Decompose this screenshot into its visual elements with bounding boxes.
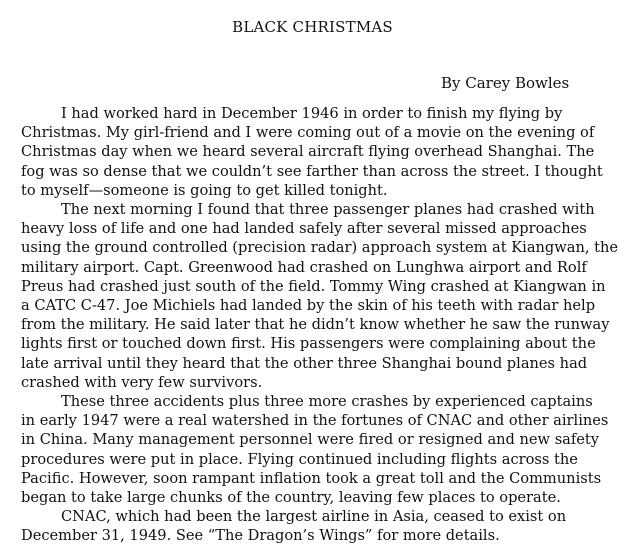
- text-line: in China. Many management personnel were fired or resigned and new safety: [21, 431, 600, 449]
- text-line: CNAC, which had been the largest airline in Asia, ceased to exist on: [61, 508, 567, 526]
- document-body: [21, 104, 623, 546]
- text-line: began to take large chunks of the country, leaving few places to operate.: [21, 489, 561, 507]
- document-title: BLACK CHRISTMAS: [232, 18, 393, 36]
- paragraph-4: [21, 507, 623, 545]
- text-line: procedures were put in place. Flying continued including flights across the: [21, 450, 578, 468]
- text-line: December 31, 1949. See “The Dragon’s Wings” for more details.: [21, 527, 500, 545]
- text-line: military airport. Capt. Greenwood had crashed on Lunghwa airport and Rolf: [21, 258, 587, 276]
- text-line: a CATC C-47. Joe Michiels had landed by the skin of his teeth with radar help: [21, 297, 596, 315]
- text-line: Preus had crashed just south of the field. Tommy Wing crashed at Kiangwan in: [21, 277, 606, 295]
- text-line: late arrival until they heard that the other three Shanghai bound planes had: [21, 354, 588, 372]
- text-line: These three accidents plus three more crashes by experienced captains: [61, 393, 593, 411]
- text-line: The next morning I found that three passenger planes had crashed with: [61, 201, 595, 219]
- text-line: lights first or touched down first. His passengers were complaining about the: [21, 335, 596, 353]
- text-line: Pacific. However, soon rampant inflation took a great toll and the Communists: [21, 469, 602, 487]
- paragraph-3: [21, 392, 623, 507]
- text-line: I had worked hard in December 1946 in order to finish my flying by: [61, 105, 563, 122]
- text-line: fog was so dense that we couldn’t see farther than across the street. I thought: [21, 162, 603, 180]
- text-line: using the ground controlled (precision radar) approach system at Kiangwan, the: [21, 239, 619, 257]
- text-line: crashed with very few survivors.: [21, 373, 263, 391]
- author-byline: By Carey Bowles: [441, 74, 570, 92]
- paragraph-1: [21, 104, 623, 200]
- text-line: Christmas. My girl-friend and I were coming out of a movie on the evening of: [21, 124, 595, 142]
- paragraph-2: [21, 200, 623, 392]
- text-line: in early 1947 were a real watershed in the fortunes of CNAC and other airlines: [21, 412, 609, 430]
- text-line: Christmas day when we heard several aircraft flying overhead Shanghai. The: [21, 143, 595, 161]
- text-line: to myself—someone is going to get killed tonight.: [21, 181, 388, 199]
- text-line: from the military. He said later that he didn’t know whether he saw the runway: [21, 316, 610, 334]
- text-line: heavy loss of life and one had landed safely after several missed approaches: [21, 220, 587, 238]
